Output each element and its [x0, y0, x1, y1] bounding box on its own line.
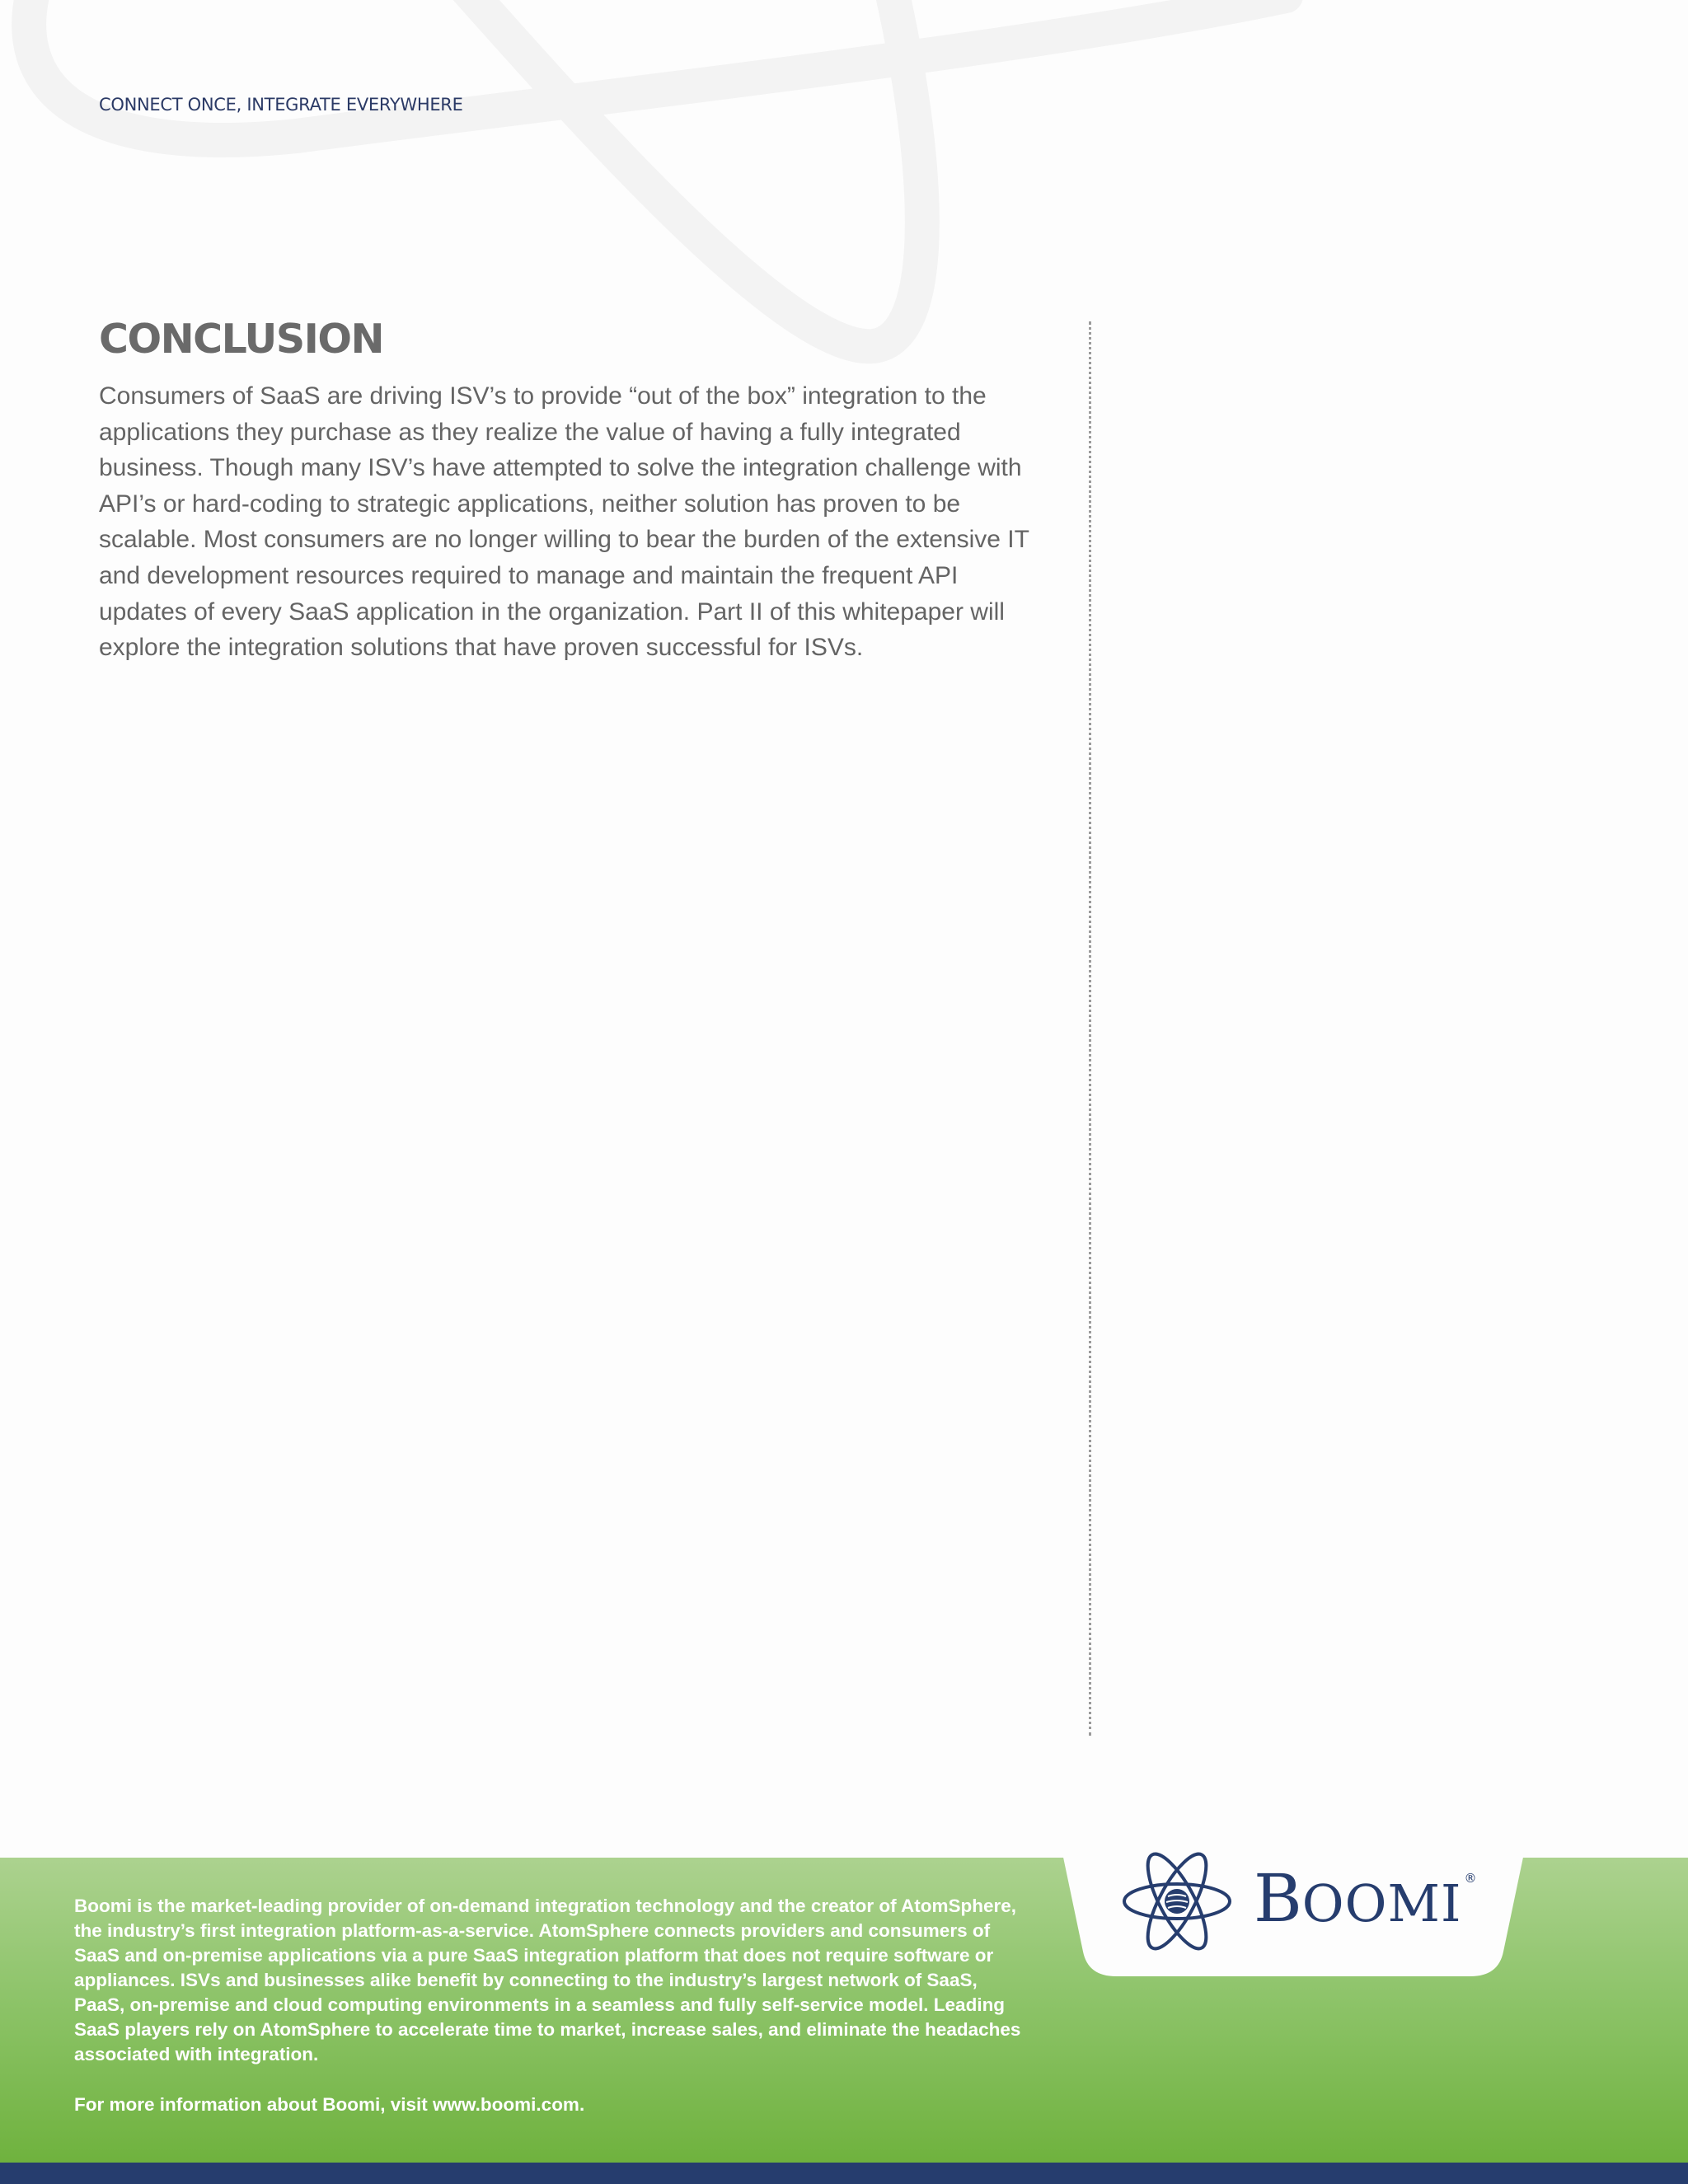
wordmark-rest: OOMI — [1301, 1873, 1462, 1933]
boomi-wordmark — [1254, 1860, 1477, 1937]
wordmark-initial: B — [1254, 1860, 1302, 1937]
section-title: CONCLUSION — [99, 316, 384, 363]
about-boomi-paragraph: Boomi is the market-leading provider of on-demand integration technology and the creator of AtomSphere, the industry’s first integration platform-as-a-service. AtomSphere connects providers and consumers of SaaS and on-premise applications via a pure SaaS integration platform that does not require software or appliances. ISVs and businesses alike benefit by connecting to the industry’s largest network of SaaS, PaaS, on-premise and cloud computing environments in a seamless and fully self-service model. Leading SaaS players rely on AtomSphere to accelerate time to market, increase sales, and eliminate the headaches associated with integration. — [74, 1896, 1021, 2064]
header-tagline: CONNECT ONCE, INTEGRATE EVERYWHERE — [99, 95, 463, 115]
atom-icon — [1121, 1849, 1233, 1953]
boomi-logo — [1062, 1849, 1525, 1978]
conclusion-paragraph: Consumers of SaaS are driving ISV’s to provide “out of the box” integration to the applications they purchase as they realize the value of having a fully integrated business. Though many ISV’s have attempted to solve the integration challenge with API’s or hard-coding to strategic applications, neither solution has proven to be scalable. Most consumers are no longer willing to bear the burden of the extensive IT and development resources required to manage and maintain the frequent API updates of every SaaS application in the organization. Part II of this whitepaper will explore the integration solutions that have proven successful for ISVs. — [99, 382, 1029, 662]
more-info-line: For more information about Boomi, visit www.boomi.com. — [74, 2094, 585, 2115]
registered-mark: ® — [1464, 1871, 1477, 1886]
footer-bottom-bar — [0, 2163, 1688, 2184]
column-divider — [1089, 321, 1091, 1736]
